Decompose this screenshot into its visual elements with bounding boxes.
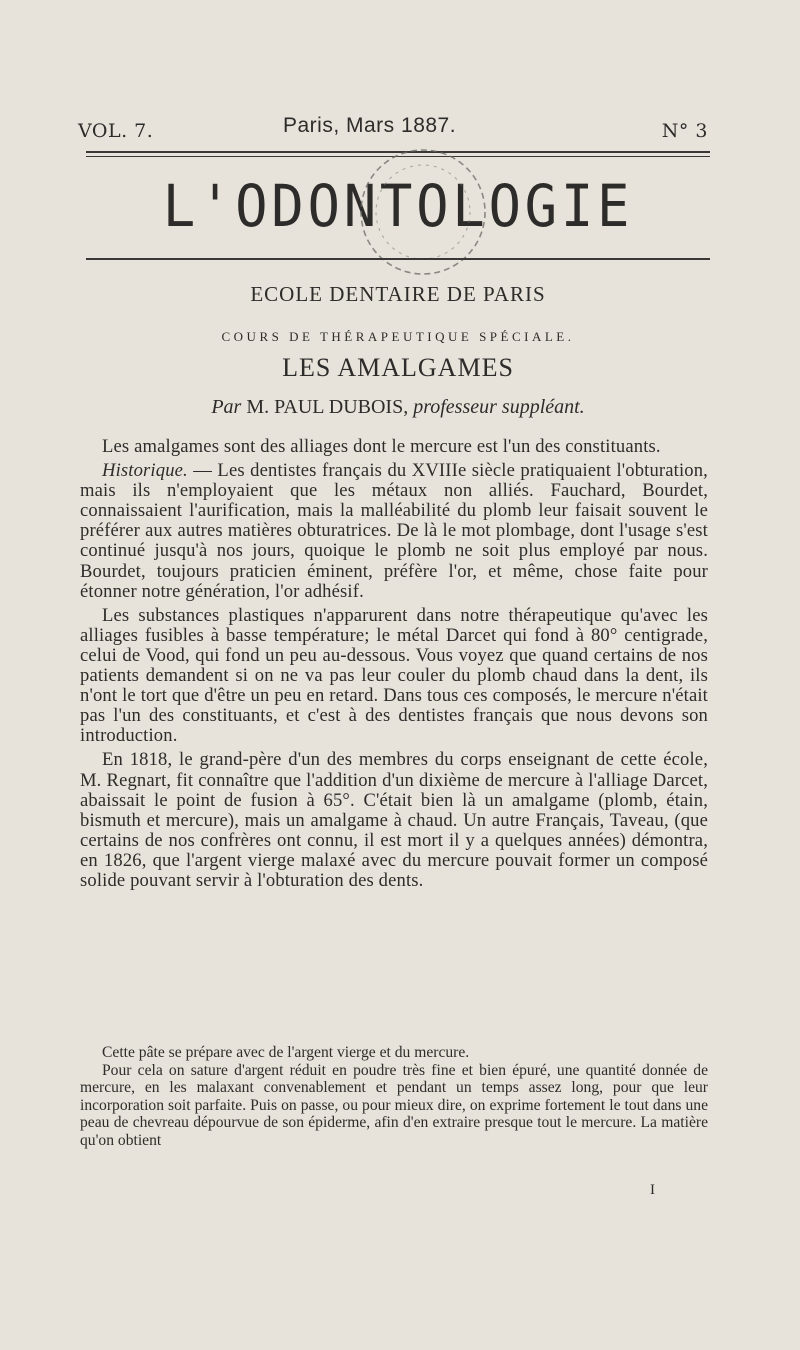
- volume-label: VOL. 7.: [78, 120, 154, 142]
- place-date: Paris, Mars 1887.: [283, 114, 457, 137]
- issue-number: N° 3: [661, 120, 708, 142]
- masthead-rule: [86, 258, 710, 260]
- small-paragraph-1: Cette pâte se prépare avec de l'argent vierge et du mercure.: [102, 1044, 470, 1061]
- byline: [86, 396, 710, 419]
- paragraph-substances: Les substances plastiques n'apparurent dans notre thérapeutique qu'avec les alliages fusibles à basse température; le métal Darcet qui fond à 80° centigrade, celui de Vood, qui fond un peu au-dessous. Vous voyez que quand certains de nos patients demandent si on ne va pas leur couler du plomb chaud dans la dent, ils n'ont le tort que d'être un peu en retard. Dans tous ces composés, le mercure n'était pas l'un des constituants, et c'est à des dentistes français que nous devons son introduction.: [80, 604, 708, 747]
- section-lead: Historique.: [102, 460, 188, 482]
- small-print-section: [80, 1044, 708, 1150]
- article-title: LES AMALGAMES: [282, 353, 514, 382]
- library-stamp-icon: [348, 137, 498, 287]
- byline-role: professeur suppléant.: [413, 396, 585, 418]
- small-paragraph-2: Pour cela on sature d'argent réduit en poudre très fine et bien épuré, une quantité donnée de mercure, en les malaxant convenablement et pendant un temps assez long, pour que leur incorporation soit parfaite. Puis on passe, ou pour mieux dire, on exprime fortement le tout dans une peau de chevreau dépourvue de son épiderme, afin d'en extraire presque tout le mercure. La matière qu'on obtient: [80, 1061, 708, 1149]
- paragraph-intro: Les amalgames sont des alliages dont le mercure est l'un des constituants.: [102, 436, 661, 457]
- byline-par: Par: [211, 396, 242, 418]
- journal-title: L'ODONTOLOGIE: [162, 172, 634, 240]
- paragraph-1818: En 1818, le grand-père d'un des membres du corps enseignant de cette école, M. Regnart, fit connaître que l'addition d'un dixième de mercure à l'alliage Darcet, abaissait le point de fusion à 65°. C'était bien là un amalgame (plomb, étain, bismuth et mercure), mais un amalgame à chaud. Un autre Français, Taveau, (que certains de nos confrères ont connu, il est mort il y a quelques années) démontra, en 1826, que l'argent vierge malaxé avec du mercure pouvait former un composé solide pouvant servir à l'obturation des dents.: [80, 749, 708, 891]
- paragraph-historique: [80, 461, 708, 602]
- course-title: COURS DE THÉRAPEUTIQUE SPÉCIALE.: [221, 329, 575, 344]
- paragraph-historique-text: — Les dentistes français du XVIIIe siècle pratiquaient l'obturation, mais ils n'employaient que les métaux non alliés. Fauchard, Bourdet, connaissaient l'aurification, mais la malléabilité du plomb leur faisait souvent le préférer aux autres matières obturatrices. De là le mot plombage, dont l'usage s'est continué jusqu'à nos jours, quoique le plomb ne soit plus employé par nous. Bourdet, toujours praticien éminent, préfère l'or, et même, chose faite pour étonner notre génération, l'or adhésif.: [80, 460, 708, 602]
- page-signature: I: [650, 1182, 655, 1198]
- school-name: ECOLE DENTAIRE DE PARIS: [250, 282, 546, 306]
- article-body: [80, 437, 708, 895]
- byline-author: M. PAUL DUBOIS,: [246, 396, 409, 418]
